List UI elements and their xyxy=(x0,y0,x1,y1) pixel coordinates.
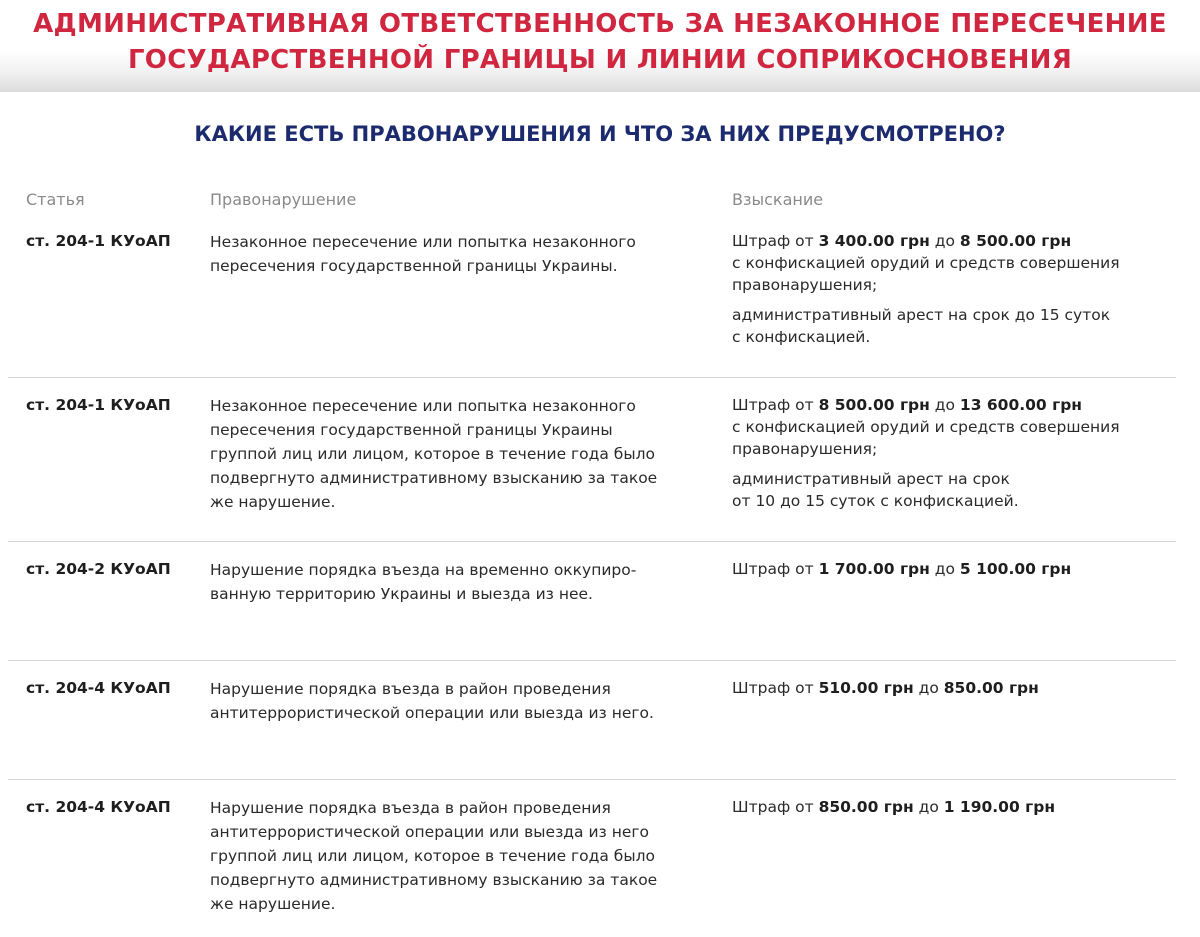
fine-prefix: Штраф от xyxy=(732,232,819,250)
article-cell: ст. 204-4 КУоАП xyxy=(26,798,171,816)
offense-line: пересечения государственной границы Украины xyxy=(210,421,613,439)
fine-amount-to: 1 190.00 грн xyxy=(943,798,1056,816)
offense-line: Нарушение порядка въезда в район проведения xyxy=(210,680,611,698)
fine-prefix: Штраф от xyxy=(732,396,819,414)
fine-line xyxy=(732,677,1192,699)
offense-line: Нарушение порядка въезда в район проведения xyxy=(210,799,611,817)
offense-line: группой лиц или лицом, которое в течение года было xyxy=(210,445,655,463)
fine-prefix: Штраф от xyxy=(732,560,819,578)
fine-connector: до xyxy=(929,232,960,250)
offense-line: Нарушение порядка въезда на временно оккупиро- xyxy=(210,561,637,579)
offense-line: антитеррористической операции или выезда из него xyxy=(210,823,649,841)
penalty-cell xyxy=(732,230,1192,348)
arrest-line: административный арест на срок xyxy=(732,470,1010,488)
row-divider xyxy=(8,779,1176,780)
penalty-cell xyxy=(732,558,1192,580)
arrest-line: с конфискацией. xyxy=(732,328,871,346)
fine-line xyxy=(732,230,1192,252)
row-divider xyxy=(8,660,1176,661)
section-subtitle: КАКИЕ ЕСТЬ ПРАВОНАРУШЕНИЯ И ЧТО ЗА НИХ ПРЕДУСМОТРЕНО? xyxy=(194,122,1006,146)
fine-connector: до xyxy=(913,798,944,816)
title-line-1: АДМИНИСТРАТИВНАЯ ОТВЕТСТВЕННОСТЬ ЗА НЕЗАКОННОЕ ПЕРЕСЕЧЕНИЕ xyxy=(33,9,1167,39)
penalty-gap xyxy=(732,460,1192,468)
article-cell: ст. 204-2 КУоАП xyxy=(26,560,171,578)
fine-amount-from: 510.00 грн xyxy=(818,679,914,697)
article-cell: ст. 204-4 КУоАП xyxy=(26,679,171,697)
row-divider xyxy=(8,541,1176,542)
fine-connector: до xyxy=(929,560,960,578)
confiscation-line: с конфискацией орудий и средств совершения xyxy=(732,254,1120,272)
arrest-line: от 10 до 15 суток с конфискацией. xyxy=(732,492,1019,510)
offense-line: Незаконное пересечение или попытка незаконного xyxy=(210,397,636,415)
offense-line: же нарушение. xyxy=(210,895,336,913)
fine-amount-to: 850.00 грн xyxy=(943,679,1039,697)
fine-line xyxy=(732,394,1192,416)
confiscation-line: правонарушения; xyxy=(732,276,878,294)
column-header-article: Статья xyxy=(26,190,85,209)
penalty-gap xyxy=(732,296,1192,304)
offense-line: же нарушение. xyxy=(210,493,336,511)
confiscation-line: правонарушения; xyxy=(732,440,878,458)
fine-amount-from: 1 700.00 грн xyxy=(818,560,930,578)
article-cell: ст. 204-1 КУоАП xyxy=(26,396,171,414)
offense-line: пересечения государственной границы Украины. xyxy=(210,257,618,275)
arrest-line: административный арест на срок до 15 суток xyxy=(732,306,1111,324)
fine-line xyxy=(732,558,1192,580)
fine-prefix: Штраф от xyxy=(732,679,819,697)
fine-line xyxy=(732,796,1192,818)
offense-line: Незаконное пересечение или попытка незаконного xyxy=(210,233,636,251)
fine-amount-from: 850.00 грн xyxy=(818,798,914,816)
fine-amount-from: 3 400.00 грн xyxy=(818,232,930,250)
penalty-cell xyxy=(732,677,1192,699)
penalty-cell xyxy=(732,796,1192,818)
offense-cell xyxy=(210,230,720,278)
offense-cell xyxy=(210,394,720,514)
offense-cell xyxy=(210,796,720,916)
article-cell: ст. 204-1 КУоАП xyxy=(26,232,171,250)
offense-line: подвергнуто административному взысканию за такое xyxy=(210,469,658,487)
offense-cell xyxy=(210,558,720,606)
fine-amount-to: 8 500.00 грн xyxy=(959,232,1072,250)
offense-line: антитеррористической операции или выезда из него. xyxy=(210,704,654,722)
fine-connector: до xyxy=(913,679,944,697)
title-line-2: ГОСУДАРСТВЕННОЙ ГРАНИЦЫ И ЛИНИИ СОПРИКОСНОВЕНИЯ xyxy=(127,45,1073,75)
offense-cell xyxy=(210,677,720,725)
offense-line: ванную территорию Украины и выезда из нее. xyxy=(210,585,593,603)
offense-line: подвергнуто административному взысканию за такое xyxy=(210,871,658,889)
fine-connector: до xyxy=(929,396,960,414)
confiscation-line: с конфискацией орудий и средств совершения xyxy=(732,418,1120,436)
offense-line: группой лиц или лицом, которое в течение года было xyxy=(210,847,655,865)
column-header-offense: Правонарушение xyxy=(210,190,357,209)
penalty-cell xyxy=(732,394,1192,512)
row-divider xyxy=(8,377,1176,378)
fine-amount-to: 5 100.00 грн xyxy=(959,560,1072,578)
fine-amount-from: 8 500.00 грн xyxy=(818,396,930,414)
fine-prefix: Штраф от xyxy=(732,798,819,816)
column-header-penalty: Взыскание xyxy=(732,190,824,209)
fine-amount-to: 13 600.00 грн xyxy=(959,396,1082,414)
page-title xyxy=(0,6,1200,78)
